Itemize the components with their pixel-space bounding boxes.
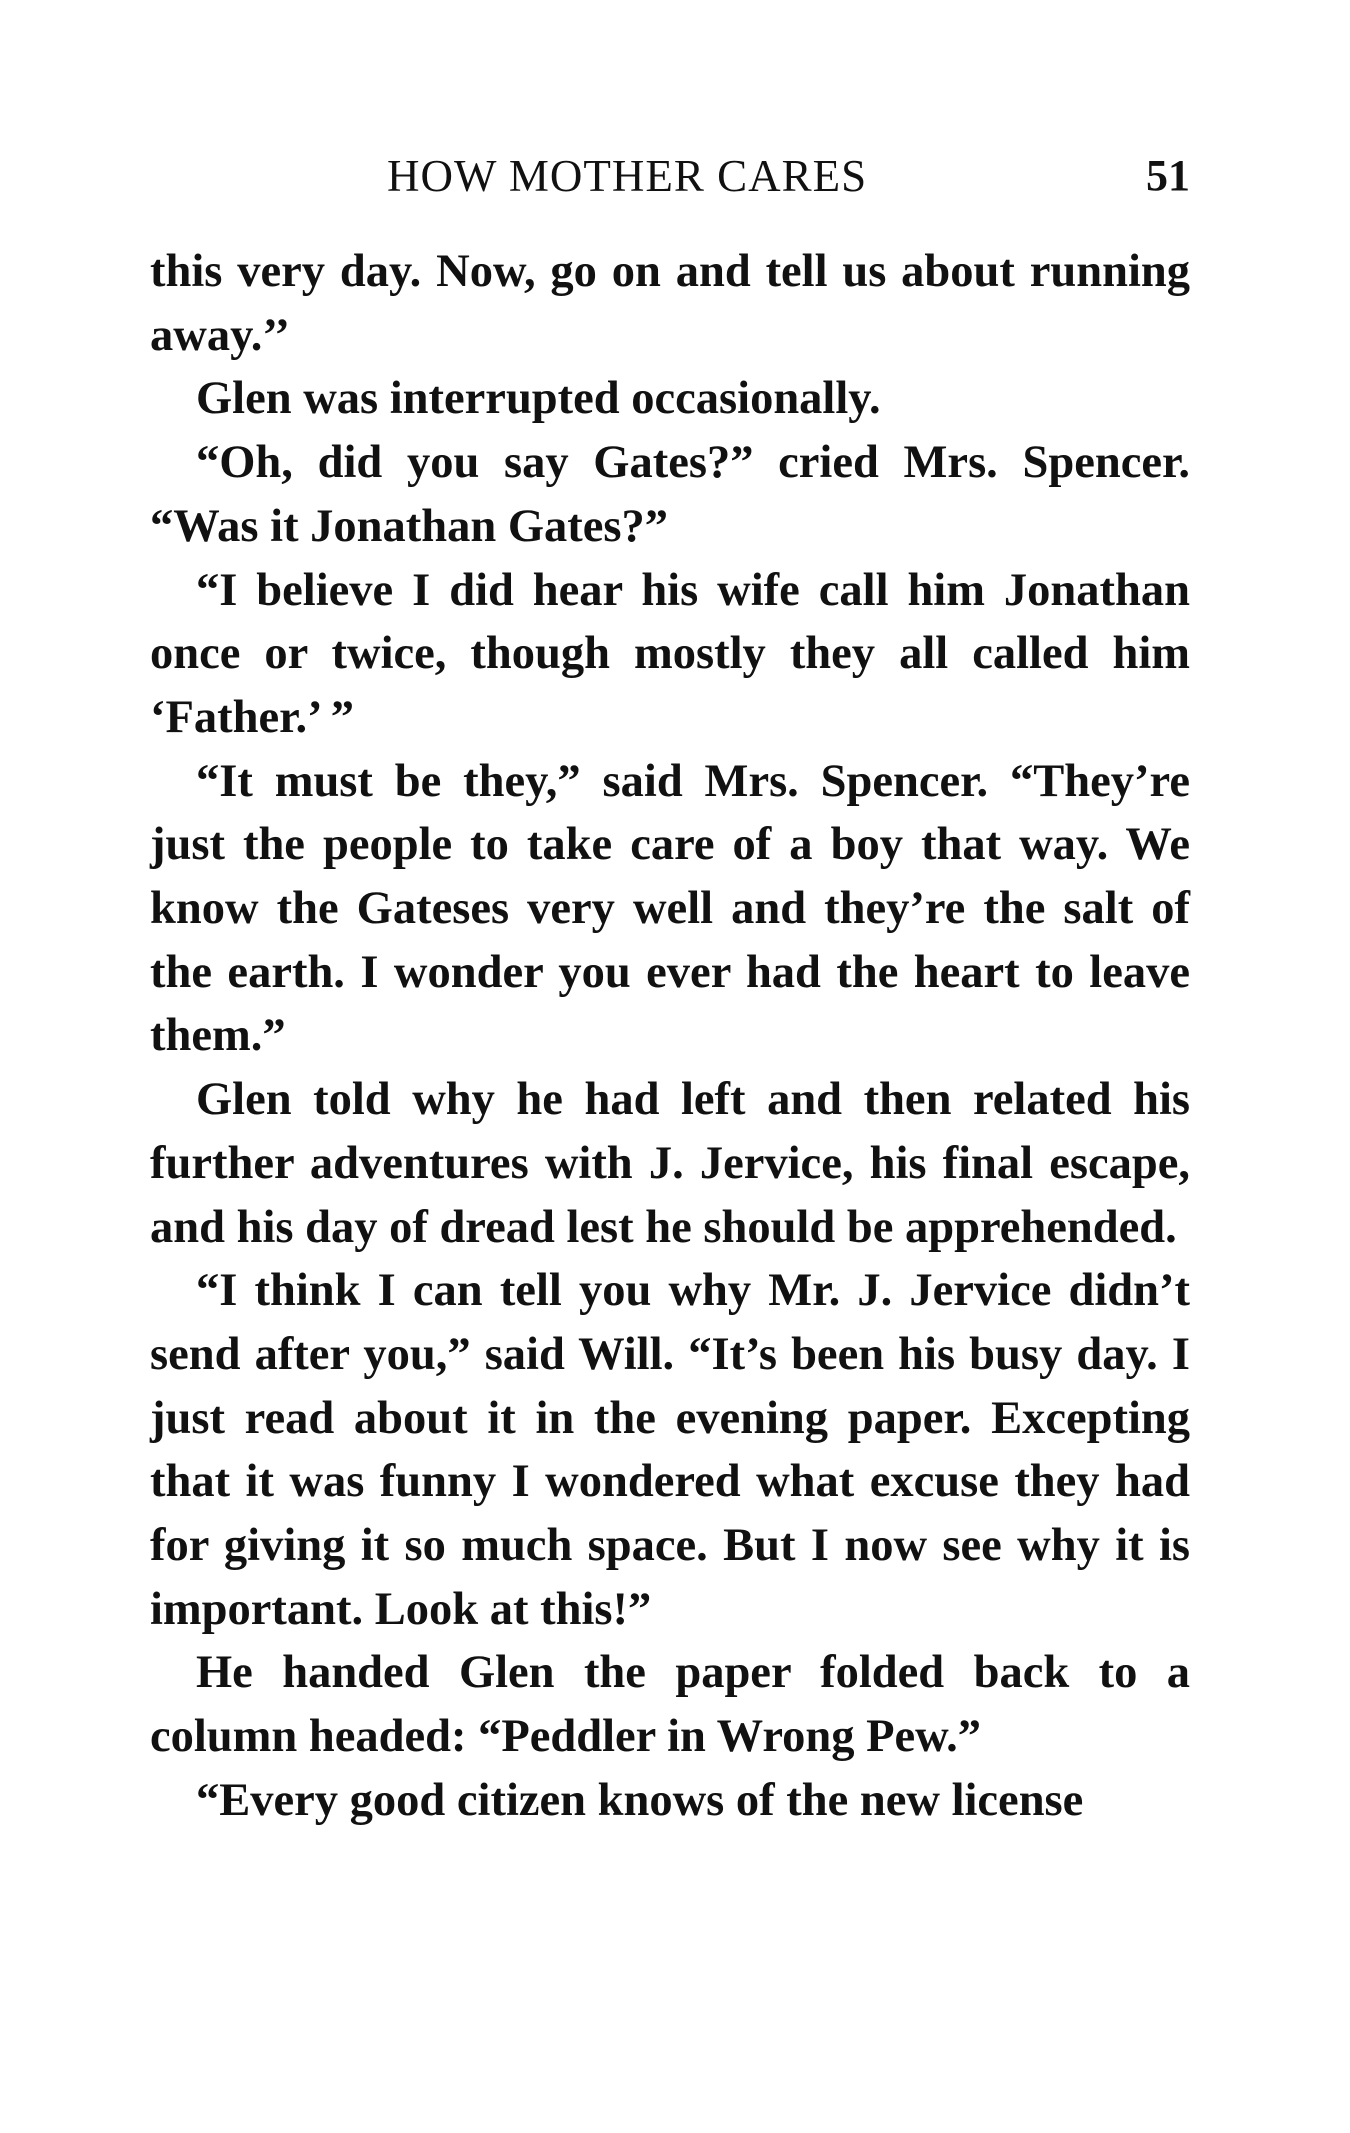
paragraph-6: Glen told why he had left and then related his further adventures with J. Jervice, his final escape, and his day of dread lest he should be apprehended. xyxy=(150,1074,1190,1253)
paragraph-5: “It must be they,” said Mrs. Spencer. “They’re just the people to take care of a boy that way. We know the Gateses very well and they’re the salt of the earth. I wonder you ever had the heart to leave them.” xyxy=(150,755,1190,1062)
paragraph-7: “I think I can tell you why Mr. J. Jervice didn’t send after you,” said Will. “It’s been his busy day. I just read about it in the evening paper. Excepting that it was funny I wondered what excuse they had for giving it so much space. But I now see why it is important. Look at this!” xyxy=(150,1265,1190,1635)
paragraph-4: “I believe I did hear his wife call him Jonathan once or twice, though mostly they all called him ‘Father.’ ” xyxy=(150,564,1190,743)
page-number: 51 xyxy=(1146,151,1190,200)
paragraph-1: this very day. Now, go on and tell us about running away.’’ xyxy=(150,246,1190,361)
paragraph-9: “Every good citizen knows of the new license xyxy=(196,1774,1084,1826)
paragraph-3: “Oh, did you say Gates?” cried Mrs. Spencer. “Was it Jonathan Gates?” xyxy=(150,437,1190,552)
paragraph-2: Glen was interrupted occasionally. xyxy=(196,373,881,425)
running-head: HOW MOTHER CARES xyxy=(387,151,868,201)
paragraph-8: He handed Glen the paper folded back to a column headed: “Peddler in Wrong Pew.” xyxy=(150,1647,1190,1763)
page-header xyxy=(150,150,1190,210)
body-text xyxy=(150,240,1190,1833)
